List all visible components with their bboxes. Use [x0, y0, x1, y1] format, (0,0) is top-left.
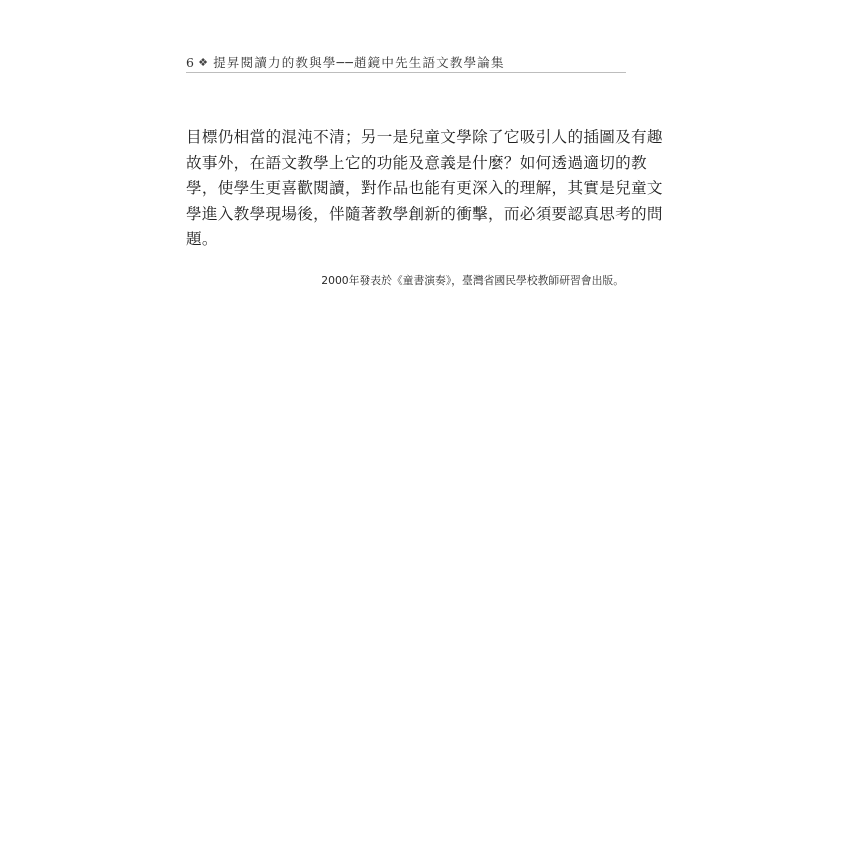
- running-header: [186, 52, 626, 73]
- page-number: 6: [186, 54, 196, 70]
- source-note: 2000年發表於《童書演奏》，臺灣省國民學校教師研習會出版。: [321, 274, 624, 287]
- ornament-icon: ❖: [198, 55, 210, 69]
- paragraph-line: 故事外，在語文教學上它的功能及意義是什麼？如何透過適切的教: [186, 153, 647, 172]
- paragraph-line: 學進入教學現場後，伴隨著教學創新的衝擊，而必須要認真思考的問: [186, 204, 663, 223]
- paragraph-line: 題。: [186, 230, 218, 248]
- paragraph-line: 目標仍相當的混沌不清；另一是兒童文學除了它吸引人的插圖及有趣: [186, 128, 663, 146]
- body-paragraph: [186, 125, 663, 253]
- paragraph-line: 學，使學生更喜歡閱讀，對作品也能有更深入的理解，其實是兒童文: [186, 179, 663, 197]
- book-title: 提昇閱讀力的教與學──趙鏡中先生語文教學論集: [213, 55, 505, 70]
